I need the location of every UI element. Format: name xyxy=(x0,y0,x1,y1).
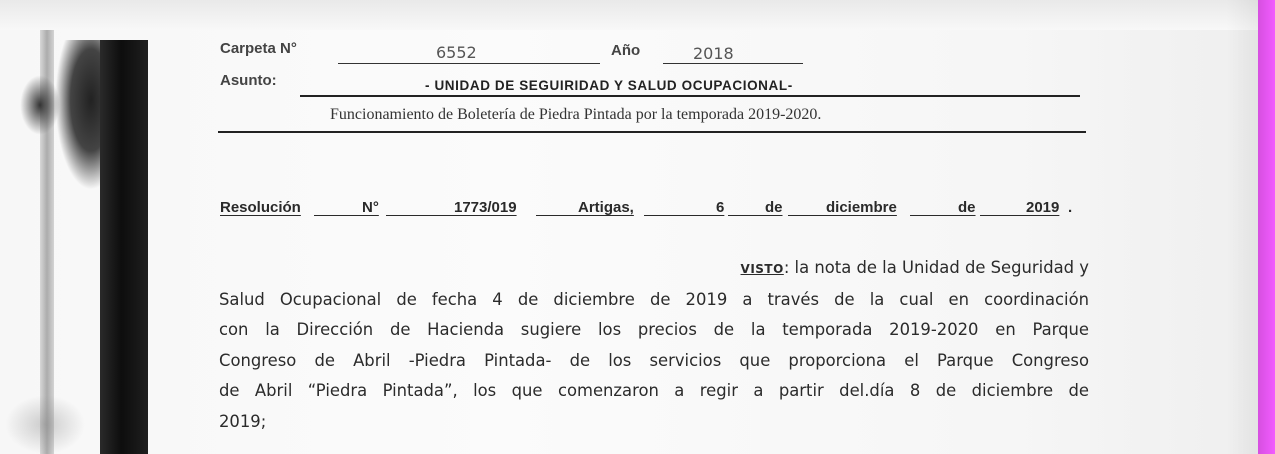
scan-smudge xyxy=(5,395,85,454)
resolucion-punto: . xyxy=(1068,199,1073,216)
body-line-5: de Abril “Piedra Pintada”, los que comenzaron a regir a partir del.día 8 de diciembre de xyxy=(219,381,1089,400)
res-fill-6 xyxy=(788,215,826,216)
resolucion-ciudad: Artigas, xyxy=(578,199,634,216)
res-fill-1 xyxy=(314,215,362,216)
body-line-1 xyxy=(219,253,1089,285)
page-fold-shadow xyxy=(0,0,1258,30)
binding-bar xyxy=(100,40,148,454)
carpeta-label: Carpeta N° xyxy=(220,40,297,57)
asunto-label: Asunto: xyxy=(220,72,277,89)
res-fill-8 xyxy=(980,215,1026,216)
resolucion-numero-label: N° xyxy=(362,199,379,216)
res-fill-5 xyxy=(728,215,765,216)
carpeta-underline xyxy=(338,63,600,64)
binding-blot xyxy=(20,75,60,135)
visto-label: VISTO xyxy=(740,262,784,276)
body-line-1-text: : la nota de la Unidad de Seguridad y xyxy=(783,258,1089,277)
resolucion-line xyxy=(220,199,1078,219)
asunto-subtitle-underline xyxy=(218,131,1086,133)
res-fill-4 xyxy=(644,215,716,216)
anio-value: 2018 xyxy=(693,44,734,63)
background-edge xyxy=(1258,0,1275,454)
carpeta-value: 6552 xyxy=(436,43,477,62)
visto-paragraph xyxy=(219,253,1089,437)
anio-underline xyxy=(663,63,803,64)
asunto-subtitle: Funcionamiento de Boletería de Piedra Pintada por la temporada 2019-2020. xyxy=(330,106,822,123)
body-line-6: 2019; xyxy=(219,411,267,431)
res-fill-3 xyxy=(536,215,578,216)
resolucion-de-1: de xyxy=(765,199,783,216)
body-line-2: Salud Ocupacional de fecha 4 de diciembre de 2019 a través de la cual en coordinación xyxy=(219,289,1089,309)
resolucion-de-2: de xyxy=(958,199,976,216)
binding-strip xyxy=(0,0,155,454)
resolucion-anio: 2019 xyxy=(1026,199,1060,216)
res-fill-2 xyxy=(386,215,454,216)
resolucion-label: Resolución xyxy=(220,199,301,216)
resolucion-numero: 1773/019 xyxy=(454,199,517,216)
resolucion-dia: 6 xyxy=(716,199,725,216)
anio-label: Año xyxy=(611,42,641,59)
asunto-underline xyxy=(300,95,1080,97)
asunto-title: - UNIDAD DE SEGUIRIDAD Y SALUD OCUPACIONAL- xyxy=(425,78,793,93)
resolucion-mes: diciembre xyxy=(826,199,897,216)
res-fill-7 xyxy=(910,215,958,216)
body-line-4: Congreso de Abril -Piedra Pintada- de los servicios que proporciona el Parque Congreso xyxy=(219,350,1089,370)
body-line-3: con la Dirección de Hacienda sugiere los precios de la temporada 2019-2020 en Parque xyxy=(219,320,1089,339)
page-right-shadow xyxy=(1226,0,1258,454)
